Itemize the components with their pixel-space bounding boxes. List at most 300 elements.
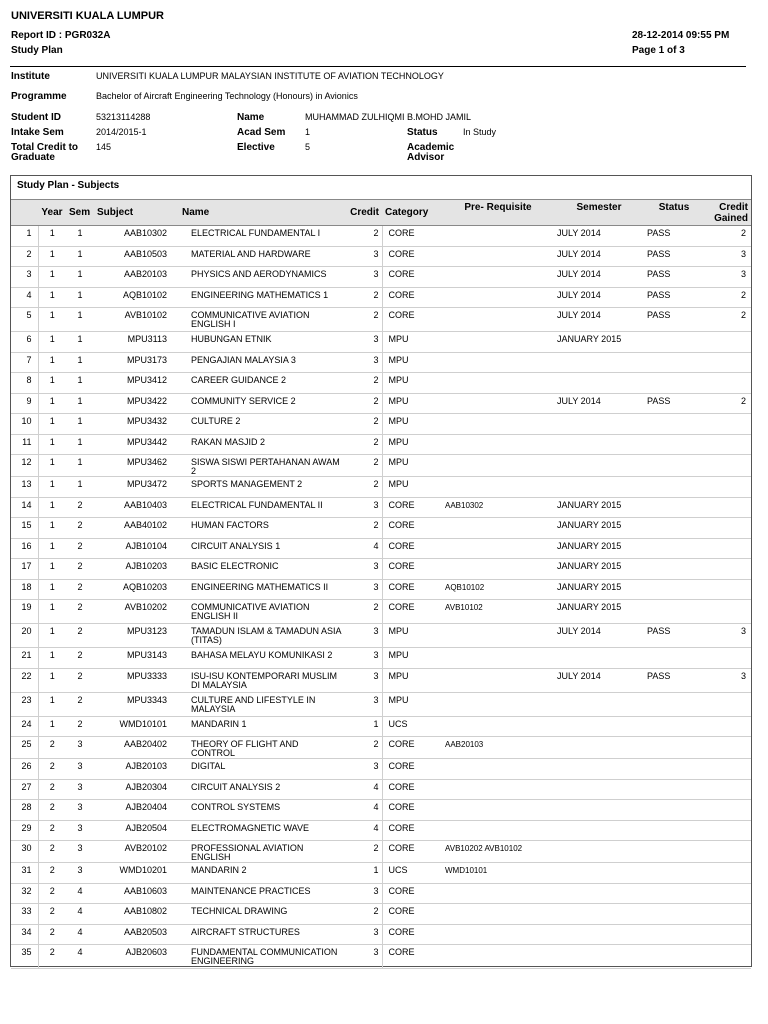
row-semester: JANUARY 2015 bbox=[554, 518, 644, 539]
row-credit: 3 bbox=[345, 246, 382, 267]
row-subject-code: AAB40102 bbox=[94, 518, 179, 539]
row-status bbox=[644, 759, 704, 780]
col-header-credit-gained-line2: Gained bbox=[714, 212, 748, 224]
row-prerequisite bbox=[442, 393, 554, 414]
row-number: 9 bbox=[11, 393, 38, 414]
row-number: 34 bbox=[11, 924, 38, 945]
row-status bbox=[644, 579, 704, 600]
row-sem: 1 bbox=[66, 332, 94, 353]
row-subject-code: MPU3432 bbox=[94, 414, 179, 435]
row-status bbox=[644, 863, 704, 884]
row-year: 1 bbox=[38, 600, 66, 624]
row-credit: 3 bbox=[345, 668, 382, 692]
row-semester bbox=[554, 455, 644, 477]
row-sem: 1 bbox=[66, 434, 94, 455]
row-credit: 4 bbox=[345, 538, 382, 559]
row-prerequisite bbox=[442, 308, 554, 332]
row-subject-code: MPU3412 bbox=[94, 373, 179, 394]
row-credit-gained bbox=[704, 477, 751, 498]
row-prerequisite bbox=[442, 800, 554, 821]
row-year: 1 bbox=[38, 559, 66, 580]
row-credit: 1 bbox=[345, 863, 382, 884]
row-credit: 1 bbox=[345, 716, 382, 737]
row-credit: 4 bbox=[345, 820, 382, 841]
row-subject-code: MPU3173 bbox=[94, 352, 179, 373]
row-credit: 3 bbox=[345, 352, 382, 373]
row-status bbox=[644, 559, 704, 580]
row-semester bbox=[554, 737, 644, 759]
row-subject-name: HUMAN FACTORS bbox=[179, 518, 345, 539]
row-credit: 4 bbox=[345, 800, 382, 821]
total-credit-value: 145 bbox=[96, 142, 112, 152]
row-status: PASS bbox=[644, 624, 704, 648]
row-status bbox=[644, 434, 704, 455]
row-subject-name: MANDARIN 2 bbox=[179, 863, 345, 884]
row-sem: 3 bbox=[66, 820, 94, 841]
row-year: 2 bbox=[38, 759, 66, 780]
row-prerequisite bbox=[442, 648, 554, 669]
row-semester bbox=[554, 434, 644, 455]
row-subject-code: AAB10802 bbox=[94, 904, 179, 925]
row-year: 1 bbox=[38, 692, 66, 716]
row-subject-code: WMD10201 bbox=[94, 863, 179, 884]
row-number: 16 bbox=[11, 538, 38, 559]
row-prerequisite bbox=[442, 883, 554, 904]
row-subject-name: HUBUNGAN ETNIK bbox=[179, 332, 345, 353]
row-status bbox=[644, 692, 704, 716]
row-subject-name: CULTURE AND LIFESTYLE IN MALAYSIA bbox=[179, 692, 345, 716]
row-prerequisite bbox=[442, 668, 554, 692]
row-credit-gained: 2 bbox=[704, 308, 751, 332]
row-year: 1 bbox=[38, 373, 66, 394]
row-credit: 3 bbox=[345, 332, 382, 353]
row-year: 1 bbox=[38, 352, 66, 373]
row-sem: 2 bbox=[66, 518, 94, 539]
row-credit-gained: 2 bbox=[704, 226, 751, 247]
row-credit: 2 bbox=[345, 841, 382, 863]
row-sem: 4 bbox=[66, 883, 94, 904]
row-subject-name: CULTURE 2 bbox=[179, 414, 345, 435]
row-semester: JULY 2014 bbox=[554, 668, 644, 692]
row-prerequisite bbox=[442, 538, 554, 559]
row-subject-name: MAINTENANCE PRACTICES bbox=[179, 883, 345, 904]
table-row bbox=[11, 373, 751, 394]
row-status bbox=[644, 800, 704, 821]
row-credit: 2 bbox=[345, 373, 382, 394]
table-row bbox=[11, 737, 751, 759]
table-row bbox=[11, 352, 751, 373]
row-credit-gained bbox=[704, 497, 751, 518]
row-semester: JULY 2014 bbox=[554, 226, 644, 247]
row-status: PASS bbox=[644, 393, 704, 414]
row-number: 5 bbox=[11, 308, 38, 332]
row-sem: 2 bbox=[66, 538, 94, 559]
row-subject-code: MPU3462 bbox=[94, 455, 179, 477]
row-semester bbox=[554, 648, 644, 669]
row-credit-gained bbox=[704, 883, 751, 904]
row-prerequisite: AVB10102 bbox=[442, 600, 554, 624]
table-row bbox=[11, 497, 751, 518]
row-sem: 3 bbox=[66, 863, 94, 884]
row-category: MPU bbox=[382, 624, 442, 648]
programme-value: Bachelor of Aircraft Engineering Technology (Honours) in Avionics bbox=[96, 91, 358, 101]
row-number: 4 bbox=[11, 287, 38, 308]
table-row bbox=[11, 883, 751, 904]
col-header-credit: Credit bbox=[345, 200, 382, 226]
row-credit-gained: 3 bbox=[704, 267, 751, 288]
row-subject-code: AAB10503 bbox=[94, 246, 179, 267]
row-subject-name: SPORTS MANAGEMENT 2 bbox=[179, 477, 345, 498]
row-category: MPU bbox=[382, 477, 442, 498]
programme-label: Programme bbox=[11, 91, 67, 102]
row-semester bbox=[554, 352, 644, 373]
row-prerequisite bbox=[442, 924, 554, 945]
row-sem: 2 bbox=[66, 624, 94, 648]
row-status bbox=[644, 648, 704, 669]
row-semester bbox=[554, 373, 644, 394]
row-year: 1 bbox=[38, 332, 66, 353]
row-category: CORE bbox=[382, 945, 442, 969]
row-year: 2 bbox=[38, 779, 66, 800]
row-subject-code: MPU3472 bbox=[94, 477, 179, 498]
row-credit: 3 bbox=[345, 497, 382, 518]
row-subject-code: AAB10403 bbox=[94, 497, 179, 518]
row-year: 1 bbox=[38, 455, 66, 477]
row-sem: 1 bbox=[66, 373, 94, 394]
row-credit: 2 bbox=[345, 600, 382, 624]
row-sem: 3 bbox=[66, 759, 94, 780]
row-number: 21 bbox=[11, 648, 38, 669]
row-prerequisite bbox=[442, 518, 554, 539]
row-category: CORE bbox=[382, 267, 442, 288]
acad-sem-value: 1 bbox=[305, 127, 311, 137]
row-semester bbox=[554, 692, 644, 716]
row-semester bbox=[554, 841, 644, 863]
row-semester: JULY 2014 bbox=[554, 246, 644, 267]
total-credit-label-line2: Graduate bbox=[11, 152, 55, 163]
row-credit-gained bbox=[704, 759, 751, 780]
row-sem: 2 bbox=[66, 497, 94, 518]
table-row bbox=[11, 518, 751, 539]
table-row bbox=[11, 863, 751, 884]
table-row bbox=[11, 779, 751, 800]
elective-value: 5 bbox=[305, 142, 311, 152]
row-category: CORE bbox=[382, 579, 442, 600]
row-sem: 1 bbox=[66, 226, 94, 247]
row-number: 10 bbox=[11, 414, 38, 435]
row-credit-gained bbox=[704, 600, 751, 624]
row-credit-gained bbox=[704, 332, 751, 353]
row-sem: 1 bbox=[66, 352, 94, 373]
row-subject-name: SISWA SISWI PERTAHANAN AWAM 2 bbox=[179, 455, 345, 477]
table-row bbox=[11, 579, 751, 600]
row-credit-gained bbox=[704, 538, 751, 559]
row-subject-code: AJB20304 bbox=[94, 779, 179, 800]
status-value: In Study bbox=[463, 127, 497, 137]
acad-sem-label: Acad Sem bbox=[237, 127, 286, 138]
row-subject-name: THEORY OF FLIGHT AND CONTROL bbox=[179, 737, 345, 759]
row-category: CORE bbox=[382, 600, 442, 624]
row-year: 2 bbox=[38, 904, 66, 925]
row-category: CORE bbox=[382, 737, 442, 759]
row-prerequisite bbox=[442, 820, 554, 841]
row-sem: 4 bbox=[66, 904, 94, 925]
row-status bbox=[644, 716, 704, 737]
row-subject-name: COMMUNITY SERVICE 2 bbox=[179, 393, 345, 414]
row-year: 1 bbox=[38, 477, 66, 498]
row-sem: 1 bbox=[66, 287, 94, 308]
row-semester: JANUARY 2015 bbox=[554, 579, 644, 600]
institute-value: UNIVERSITI KUALA LUMPUR MALAYSIAN INSTITUTE OF AVIATION TECHNOLOGY bbox=[96, 71, 444, 81]
table-row bbox=[11, 477, 751, 498]
advisor-label-line2: Advisor bbox=[407, 152, 445, 163]
row-subject-code: AJB20404 bbox=[94, 800, 179, 821]
row-subject-code: MPU3113 bbox=[94, 332, 179, 353]
row-subject-name: ENGINEERING MATHEMATICS 1 bbox=[179, 287, 345, 308]
institute-label: Institute bbox=[11, 71, 50, 82]
row-number: 14 bbox=[11, 497, 38, 518]
row-status: PASS bbox=[644, 267, 704, 288]
row-number: 23 bbox=[11, 692, 38, 716]
row-sem: 3 bbox=[66, 737, 94, 759]
row-category: MPU bbox=[382, 692, 442, 716]
row-credit: 3 bbox=[345, 648, 382, 669]
row-credit: 2 bbox=[345, 518, 382, 539]
table-row bbox=[11, 393, 751, 414]
row-category: CORE bbox=[382, 246, 442, 267]
row-year: 2 bbox=[38, 924, 66, 945]
table-row bbox=[11, 624, 751, 648]
row-subject-name: TECHNICAL DRAWING bbox=[179, 904, 345, 925]
row-subject-code: AAB10302 bbox=[94, 226, 179, 247]
study-plan-title: Study Plan - Subjects bbox=[17, 180, 120, 191]
row-semester: JANUARY 2015 bbox=[554, 332, 644, 353]
row-semester bbox=[554, 477, 644, 498]
row-credit: 3 bbox=[345, 267, 382, 288]
row-category: CORE bbox=[382, 800, 442, 821]
row-category: MPU bbox=[382, 455, 442, 477]
row-year: 1 bbox=[38, 624, 66, 648]
row-subject-code: AJB20504 bbox=[94, 820, 179, 841]
row-subject-code: AJB10203 bbox=[94, 559, 179, 580]
row-subject-name: ISU-ISU KONTEMPORARI MUSLIM DI MALAYSIA bbox=[179, 668, 345, 692]
row-prerequisite: WMD10101 bbox=[442, 863, 554, 884]
row-number: 19 bbox=[11, 600, 38, 624]
row-category: CORE bbox=[382, 779, 442, 800]
row-credit-gained bbox=[704, 904, 751, 925]
row-credit: 2 bbox=[345, 393, 382, 414]
row-year: 1 bbox=[38, 579, 66, 600]
row-credit: 3 bbox=[345, 759, 382, 780]
row-semester bbox=[554, 414, 644, 435]
row-credit: 2 bbox=[345, 287, 382, 308]
row-credit: 2 bbox=[345, 455, 382, 477]
row-sem: 2 bbox=[66, 579, 94, 600]
row-subject-name: BASIC ELECTRONIC bbox=[179, 559, 345, 580]
row-year: 1 bbox=[38, 716, 66, 737]
table-row bbox=[11, 538, 751, 559]
row-credit-gained bbox=[704, 737, 751, 759]
row-credit-gained bbox=[704, 716, 751, 737]
row-prerequisite bbox=[442, 373, 554, 394]
row-category: MPU bbox=[382, 668, 442, 692]
col-header-name: Name bbox=[179, 200, 345, 226]
row-year: 2 bbox=[38, 945, 66, 969]
table-row bbox=[11, 945, 751, 969]
row-semester: JANUARY 2015 bbox=[554, 538, 644, 559]
row-sem: 4 bbox=[66, 924, 94, 945]
row-credit: 2 bbox=[345, 904, 382, 925]
row-credit: 2 bbox=[345, 737, 382, 759]
row-subject-code: AAB10603 bbox=[94, 883, 179, 904]
row-credit-gained bbox=[704, 455, 751, 477]
row-year: 2 bbox=[38, 883, 66, 904]
row-credit: 3 bbox=[345, 579, 382, 600]
row-prerequisite bbox=[442, 904, 554, 925]
row-credit-gained bbox=[704, 841, 751, 863]
row-semester: JULY 2014 bbox=[554, 267, 644, 288]
row-subject-name: PROFESSIONAL AVIATION ENGLISH bbox=[179, 841, 345, 863]
row-sem: 3 bbox=[66, 779, 94, 800]
row-sem: 4 bbox=[66, 945, 94, 969]
row-credit-gained bbox=[704, 352, 751, 373]
row-semester: JULY 2014 bbox=[554, 308, 644, 332]
row-credit-gained: 2 bbox=[704, 393, 751, 414]
row-credit: 2 bbox=[345, 477, 382, 498]
row-credit: 2 bbox=[345, 434, 382, 455]
row-status bbox=[644, 518, 704, 539]
row-number: 1 bbox=[11, 226, 38, 247]
page-number: Page 1 of 3 bbox=[632, 45, 685, 56]
student-id-value: 53213114288 bbox=[96, 112, 151, 122]
total-credit-label bbox=[11, 143, 78, 163]
row-year: 1 bbox=[38, 648, 66, 669]
row-number: 24 bbox=[11, 716, 38, 737]
row-prerequisite bbox=[442, 477, 554, 498]
row-status bbox=[644, 538, 704, 559]
row-category: CORE bbox=[382, 538, 442, 559]
table-row bbox=[11, 648, 751, 669]
row-semester: JULY 2014 bbox=[554, 393, 644, 414]
row-number: 35 bbox=[11, 945, 38, 969]
row-subject-code: WMD10101 bbox=[94, 716, 179, 737]
row-year: 1 bbox=[38, 668, 66, 692]
row-category: CORE bbox=[382, 904, 442, 925]
row-category: UCS bbox=[382, 716, 442, 737]
table-row bbox=[11, 800, 751, 821]
col-header-credit-gained bbox=[704, 200, 751, 226]
total-credit-label-line1: Total Credit to bbox=[11, 142, 79, 153]
row-credit-gained: 3 bbox=[704, 668, 751, 692]
table-row bbox=[11, 308, 751, 332]
row-semester: JANUARY 2015 bbox=[554, 559, 644, 580]
row-subject-name: CAREER GUIDANCE 2 bbox=[179, 373, 345, 394]
advisor-label bbox=[407, 143, 454, 163]
row-sem: 1 bbox=[66, 477, 94, 498]
row-year: 1 bbox=[38, 434, 66, 455]
row-semester: JANUARY 2015 bbox=[554, 600, 644, 624]
row-status bbox=[644, 600, 704, 624]
row-status bbox=[644, 904, 704, 925]
table-row bbox=[11, 692, 751, 716]
col-header-year: Year bbox=[38, 200, 66, 226]
row-status bbox=[644, 779, 704, 800]
name-value: MUHAMMAD ZULHIQMI B.MOHD JAMIL bbox=[305, 112, 472, 122]
row-semester bbox=[554, 800, 644, 821]
status-label: Status bbox=[407, 127, 438, 138]
row-subject-code: AAB20402 bbox=[94, 737, 179, 759]
row-status: PASS bbox=[644, 246, 704, 267]
row-number: 6 bbox=[11, 332, 38, 353]
table-row bbox=[11, 434, 751, 455]
row-category: CORE bbox=[382, 518, 442, 539]
row-status bbox=[644, 883, 704, 904]
row-sem: 2 bbox=[66, 648, 94, 669]
row-semester: JANUARY 2015 bbox=[554, 497, 644, 518]
row-subject-code: MPU3442 bbox=[94, 434, 179, 455]
table-row bbox=[11, 716, 751, 737]
col-header-prerequisite: Pre- Requisite bbox=[442, 200, 554, 226]
row-category: UCS bbox=[382, 863, 442, 884]
row-prerequisite bbox=[442, 624, 554, 648]
row-number: 12 bbox=[11, 455, 38, 477]
row-prerequisite bbox=[442, 434, 554, 455]
row-status bbox=[644, 945, 704, 969]
row-category: CORE bbox=[382, 924, 442, 945]
row-prerequisite: AAB10302 bbox=[442, 497, 554, 518]
col-header-status: Status bbox=[644, 200, 704, 226]
row-number: 33 bbox=[11, 904, 38, 925]
row-sem: 1 bbox=[66, 246, 94, 267]
col-header-no bbox=[11, 200, 38, 226]
row-category: CORE bbox=[382, 759, 442, 780]
row-subject-name: MANDARIN 1 bbox=[179, 716, 345, 737]
study-plan-panel bbox=[10, 175, 752, 967]
row-semester bbox=[554, 863, 644, 884]
row-subject-code: AJB20103 bbox=[94, 759, 179, 780]
row-number: 17 bbox=[11, 559, 38, 580]
row-subject-code: AQB10203 bbox=[94, 579, 179, 600]
row-status bbox=[644, 373, 704, 394]
row-number: 22 bbox=[11, 668, 38, 692]
row-status: PASS bbox=[644, 287, 704, 308]
row-number: 7 bbox=[11, 352, 38, 373]
row-semester bbox=[554, 924, 644, 945]
row-category: MPU bbox=[382, 648, 442, 669]
row-credit: 2 bbox=[345, 308, 382, 332]
row-status bbox=[644, 737, 704, 759]
row-credit-gained bbox=[704, 648, 751, 669]
row-subject-name: PHYSICS AND AERODYNAMICS bbox=[179, 267, 345, 288]
row-status: PASS bbox=[644, 226, 704, 247]
advisor-label-line1: Academic bbox=[407, 142, 455, 153]
row-credit: 3 bbox=[345, 624, 382, 648]
row-subject-name: BAHASA MELAYU KOMUNIKASI 2 bbox=[179, 648, 345, 669]
col-header-category: Category bbox=[382, 200, 442, 226]
row-status bbox=[644, 414, 704, 435]
row-number: 20 bbox=[11, 624, 38, 648]
row-semester bbox=[554, 779, 644, 800]
row-number: 27 bbox=[11, 779, 38, 800]
row-prerequisite: AQB10102 bbox=[442, 579, 554, 600]
row-prerequisite bbox=[442, 716, 554, 737]
row-prerequisite bbox=[442, 455, 554, 477]
row-credit: 3 bbox=[345, 692, 382, 716]
row-year: 1 bbox=[38, 393, 66, 414]
table-row bbox=[11, 668, 751, 692]
row-subject-name: COMMUNICATIVE AVIATION ENGLISH II bbox=[179, 600, 345, 624]
row-subject-code: AVB10202 bbox=[94, 600, 179, 624]
